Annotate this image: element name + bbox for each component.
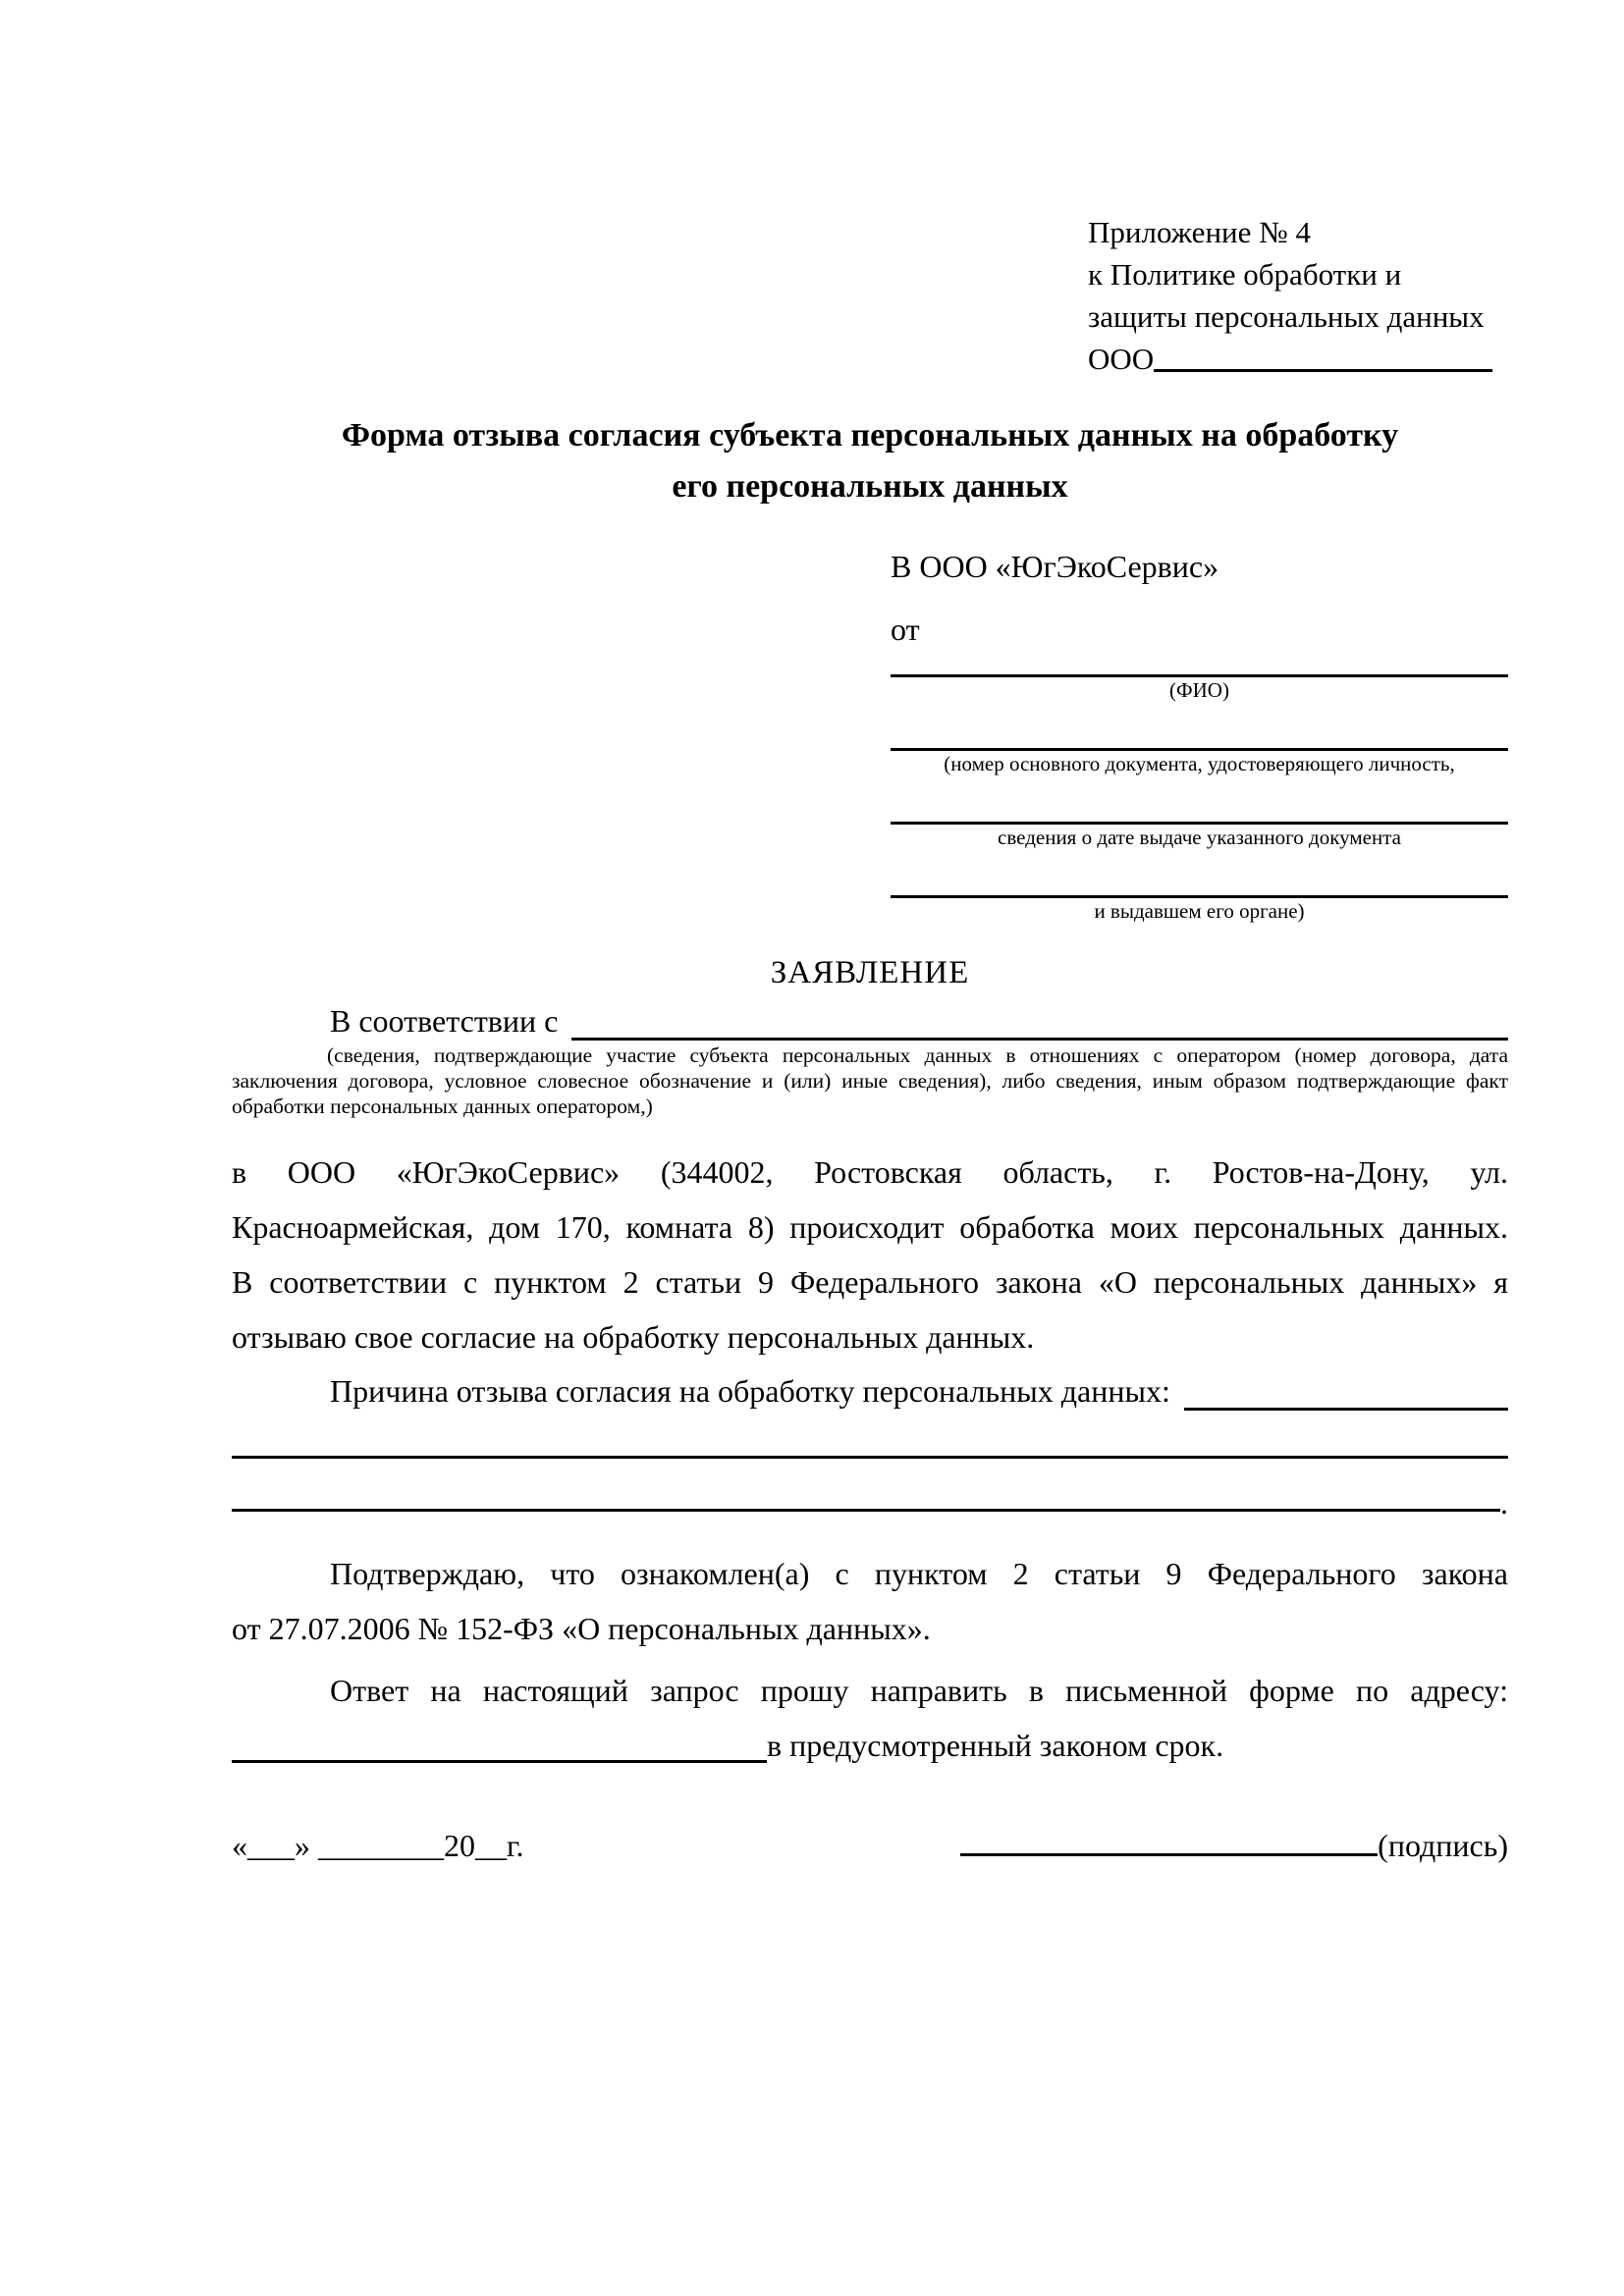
reply-address-row (232, 1718, 1508, 1773)
signature-caption: (подпись) (1378, 1828, 1508, 1863)
body-line: В соответствии с пунктом 2 статьи 9 Федерального закона «О персональных данных» я (232, 1264, 1508, 1300)
reason-row (232, 1364, 1508, 1418)
form-title-line: его персональных данных (672, 468, 1068, 505)
fio-caption: (ФИО) (1169, 678, 1229, 702)
appendix-line: Приложение № 4 (1088, 215, 1311, 249)
basis-input-line[interactable] (571, 994, 1508, 1048)
doc-number-input-line[interactable] (891, 703, 1508, 751)
fio-input-line[interactable] (891, 651, 1508, 677)
body-paragraph (232, 1145, 1508, 1364)
body-line: в ООО «ЮгЭкоСервис» (344002, Ростовская область, г. Ростов-на-Дону, ул. (232, 1154, 1508, 1190)
appendix-line: к Политике обработки и (1088, 257, 1402, 292)
statement-heading: ЗАЯВЛЕНИЕ (770, 955, 970, 990)
doc-caption: и выдавшем его органе) (1094, 899, 1305, 923)
appendix-block (1088, 211, 1492, 380)
reason-label: Причина отзыва согласия на обработку персональных данных: (330, 1373, 1170, 1409)
body-line: отзываю свое согласие на обработку персональных данных. (232, 1319, 1035, 1355)
doc-caption: (номер основного документа, удостоверяющего личность, (944, 752, 1455, 775)
confirmation-line: Подтверждаю, что ознакомлен(а) с пунктом 2 статьи 9 Федерального закона (330, 1556, 1508, 1591)
intro-row (232, 994, 1508, 1048)
reason-input-line-3-row (232, 1459, 1508, 1521)
confirmation-paragraph (232, 1546, 1508, 1656)
intro-caption-line: заключения договора, условное словесное обозначение и (или) иные сведения), либо сведения, иным образом подтверждающие факт (232, 1069, 1508, 1093)
date-field[interactable]: «___» ________20__г. (232, 1828, 524, 1863)
appendix-line: защиты персональных данных (1088, 299, 1485, 334)
reason-input-line[interactable] (1184, 1364, 1508, 1418)
reply-line-suffix: в предусмотренный законом срок. (767, 1728, 1224, 1763)
intro-caption-line: обработки персональных данных оператором,) (232, 1095, 653, 1118)
reply-line: Ответ на настоящий запрос прошу направить в письменной форме по адресу: (330, 1673, 1508, 1708)
signature-row (232, 1822, 1508, 1867)
reason-input-line-2[interactable] (232, 1418, 1508, 1459)
intro-label: В соответствии с (330, 1003, 559, 1039)
doc-caption: сведения о дате выдаче указанного документа (998, 826, 1401, 849)
reply-paragraph (232, 1663, 1508, 1773)
reason-input-line-3[interactable] (232, 1456, 1500, 1512)
company-prefix: ООО (1088, 342, 1155, 376)
company-name-input-line[interactable] (1154, 338, 1492, 380)
signature-input-line[interactable] (960, 1822, 1378, 1856)
form-title-line: Форма отзыва согласия субъекта персональных данных на обработку (341, 417, 1399, 454)
reason-terminator: . (1500, 1485, 1508, 1521)
confirmation-line: от 27.07.2006 № 152-ФЗ «О персональных данных». (232, 1611, 931, 1646)
form-title (232, 410, 1508, 512)
from-label: от (891, 612, 920, 647)
signature-group (960, 1822, 1508, 1867)
doc-issue-date-input-line[interactable] (891, 776, 1508, 825)
addressee-organization: В ООО «ЮгЭкоСервис» (891, 549, 1219, 584)
address-input-line[interactable] (232, 1718, 767, 1773)
intro-caption (232, 1042, 1508, 1119)
doc-authority-input-line[interactable] (891, 850, 1508, 898)
intro-caption-line: (сведения, подтверждающие участие субъекта персональных данных в отношениях с оператором (номер договора, дата (327, 1043, 1508, 1067)
body-line: Красноармейская, дом 170, комната 8) происходит обработка моих персональных данных. (232, 1209, 1508, 1245)
addressee-block (891, 546, 1508, 924)
company-name-row (1088, 338, 1492, 380)
